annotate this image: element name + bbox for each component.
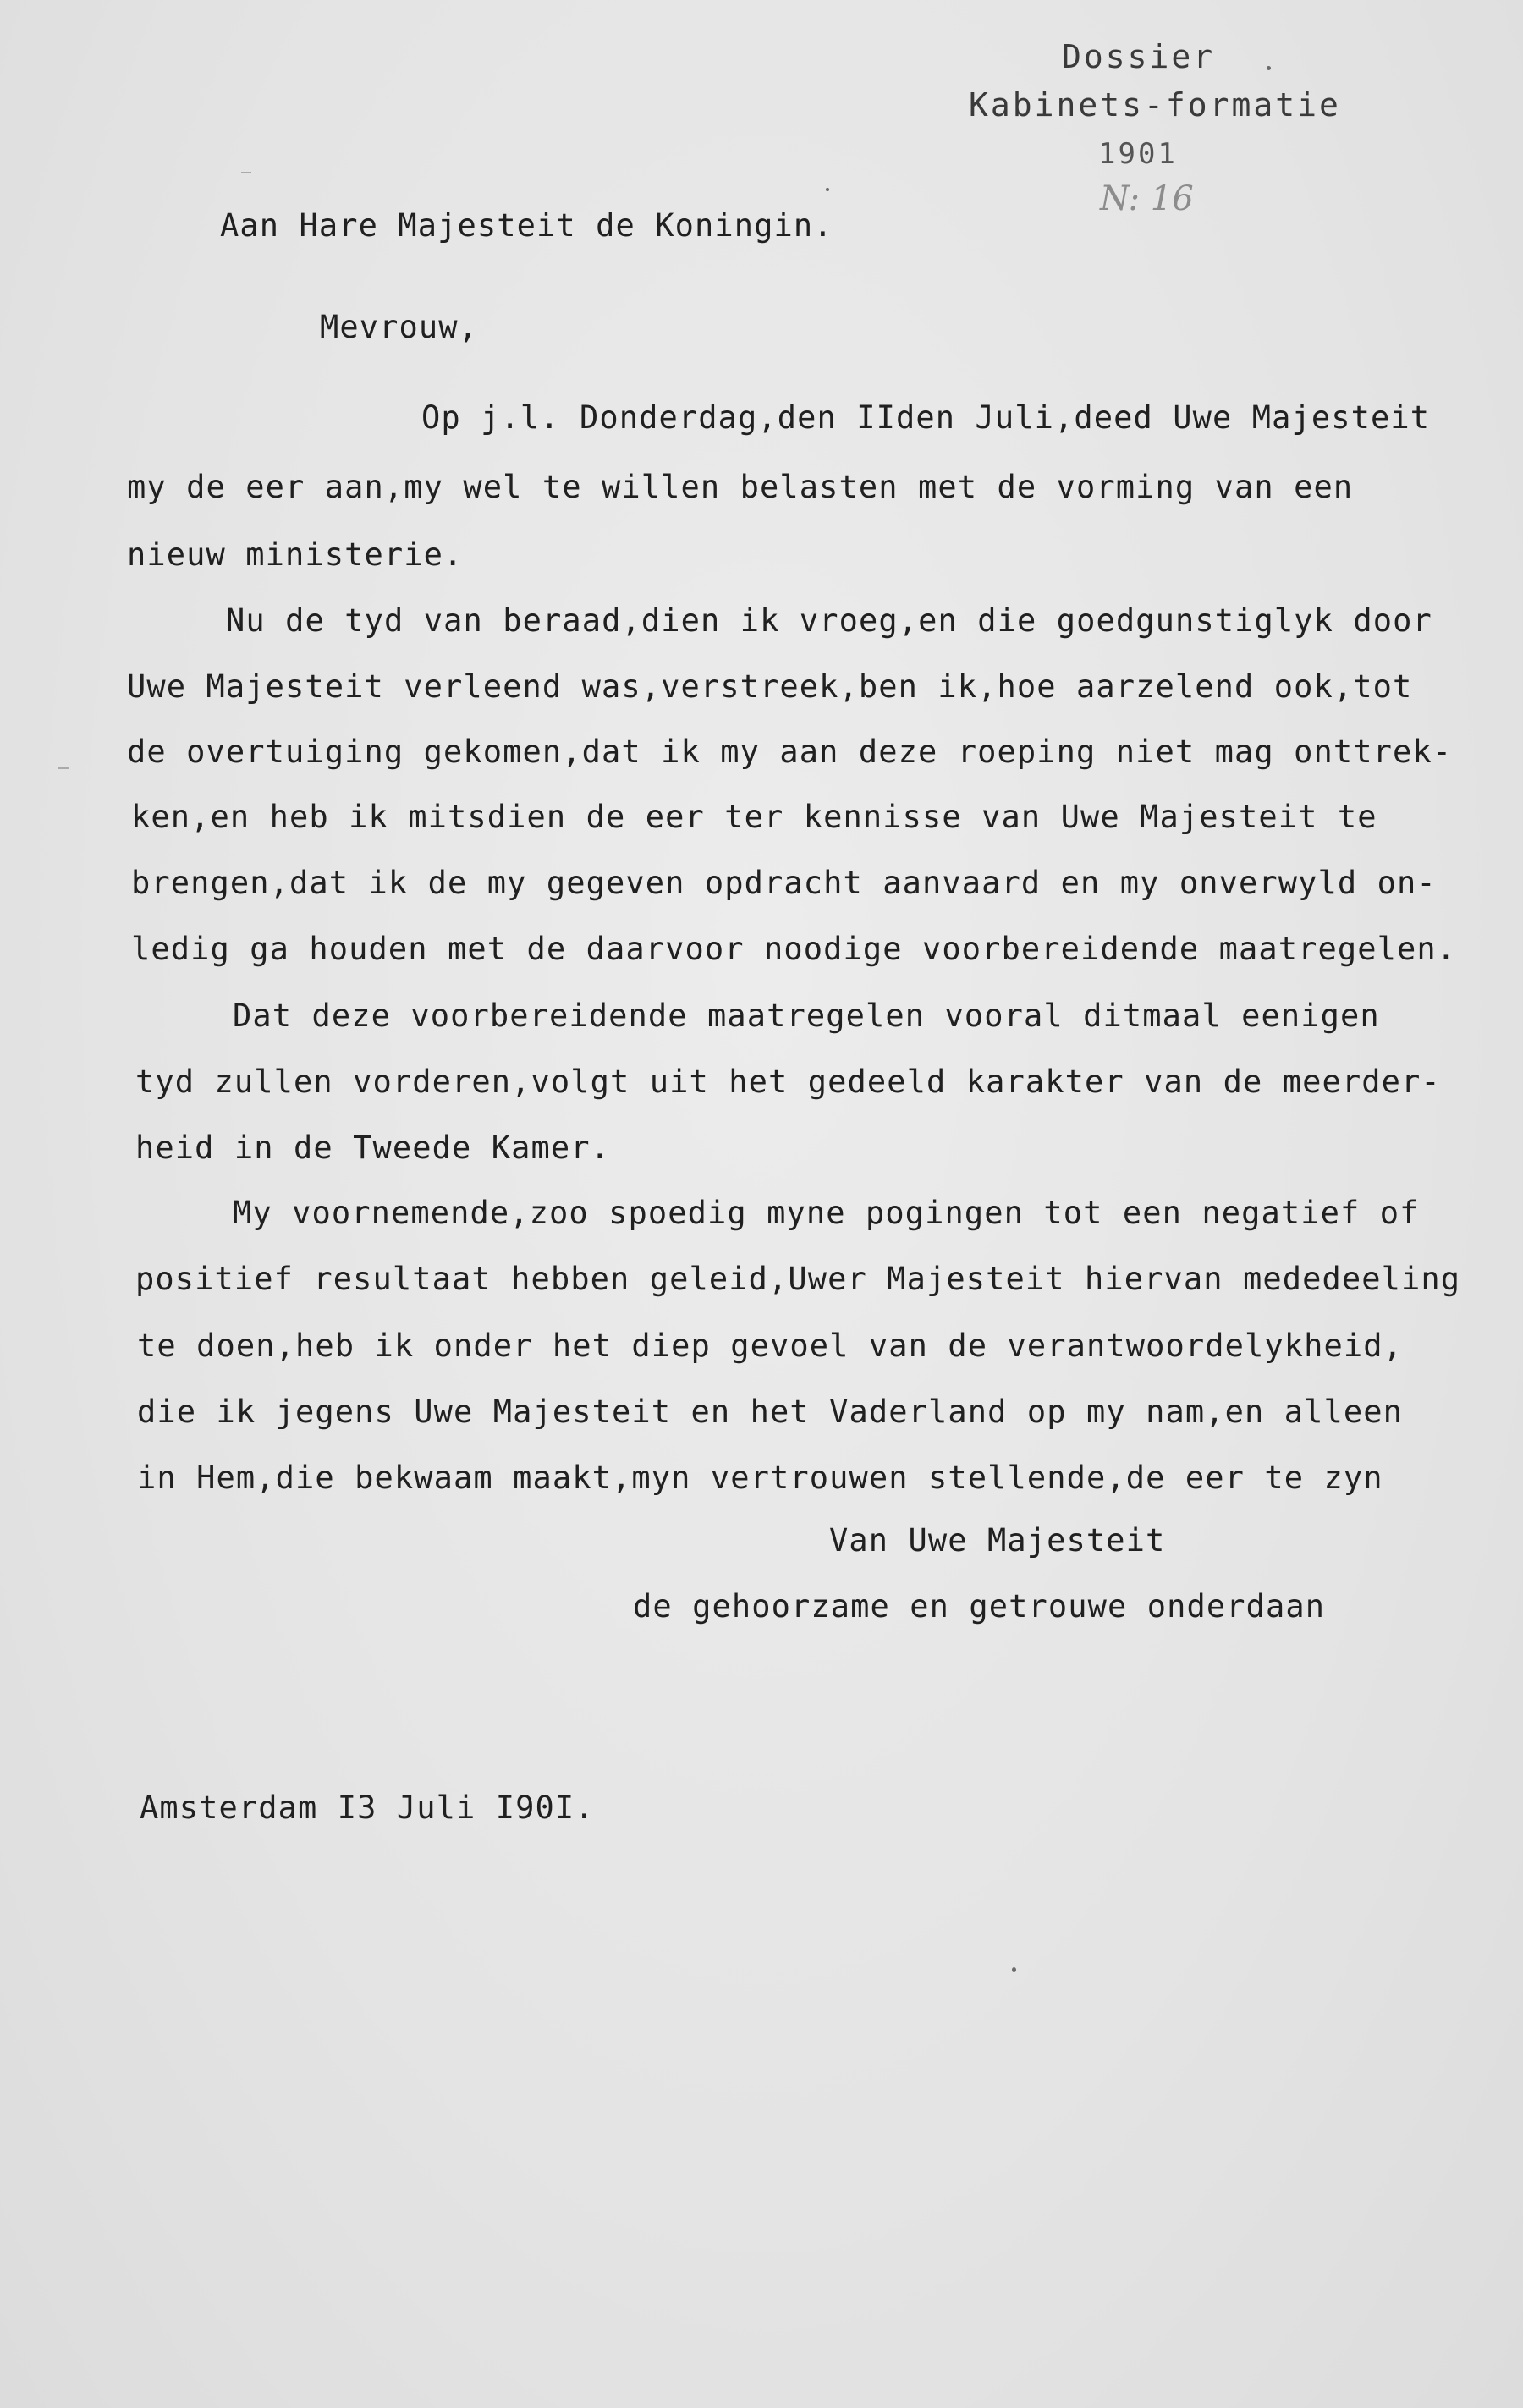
- letter-line: in Hem,die bekwaam maakt,myn vertrouwen stellende,de eer te zyn: [137, 1460, 1383, 1496]
- letter-line: Nu de tyd van beraad,dien ik vroeg,en die goedgunstiglyk door: [226, 602, 1432, 639]
- letter-line: die ik jegens Uwe Majesteit en het Vaderland op my nam,en alleen: [137, 1394, 1404, 1430]
- stamp-kabinets-formatie: Kabinets-formatie: [969, 86, 1341, 124]
- addressee: Aan Hare Majesteit de Koningin.: [220, 207, 833, 244]
- paper-mark: [58, 767, 69, 769]
- paper-speck: [1012, 1967, 1016, 1972]
- salutation: Mevrouw,: [320, 309, 479, 345]
- stamp-year: 1901: [1098, 137, 1178, 171]
- letter-line: de overtuiging gekomen,dat ik my aan deze roeping niet mag onttrek-: [127, 734, 1453, 770]
- paper-speck: [826, 188, 829, 191]
- paper-mark: [241, 172, 251, 173]
- handwritten-file-number: N: 16: [1100, 179, 1194, 218]
- letter-line: positief resultaat hebben geleid,Uwer Majesteit hiervan mededeeling: [135, 1261, 1461, 1297]
- letter-line: heid in de Tweede Kamer.: [135, 1130, 611, 1166]
- letter-line: Op j.l. Donderdag,den IIden Juli,deed Uwe Majesteit: [421, 399, 1431, 436]
- closing-onderdaan: de gehoorzame en getrouwe onderdaan: [633, 1588, 1326, 1625]
- letter-line: ken,en heb ik mitsdien de eer ter kennisse van Uwe Majesteit te: [131, 799, 1377, 835]
- letter-line: My voornemende,zoo spoedig myne pogingen tot een negatief of: [233, 1195, 1420, 1231]
- place-date: Amsterdam I3 Juli I90I.: [140, 1790, 595, 1826]
- letter-line: Dat deze voorbereidende maatregelen vooral ditmaal eenigen: [233, 998, 1380, 1034]
- letter-line: ledig ga houden met de daarvoor noodige voorbereidende maatregelen.: [131, 931, 1457, 967]
- letter-line: Uwe Majesteit verleend was,verstreek,ben ik,hoe aarzelend ook,tot: [127, 668, 1413, 705]
- letter-line: brengen,dat ik de my gegeven opdracht aanvaard en my onverwyld on-: [131, 865, 1437, 901]
- letter-line: te doen,heb ik onder het diep gevoel van de verantwoordelykheid,: [137, 1328, 1404, 1364]
- letter-line: nieuw ministerie.: [127, 536, 464, 573]
- paper-speck: [1267, 66, 1271, 70]
- closing-van-uwe-majesteit: Van Uwe Majesteit: [829, 1522, 1166, 1559]
- stamp-dossier: Dossier: [1062, 38, 1216, 75]
- letter-line: my de eer aan,my wel te willen belasten met de vorming van een: [127, 469, 1354, 505]
- letter-line: tyd zullen vorderen,volgt uit het gedeeld karakter van de meerder-: [135, 1064, 1441, 1100]
